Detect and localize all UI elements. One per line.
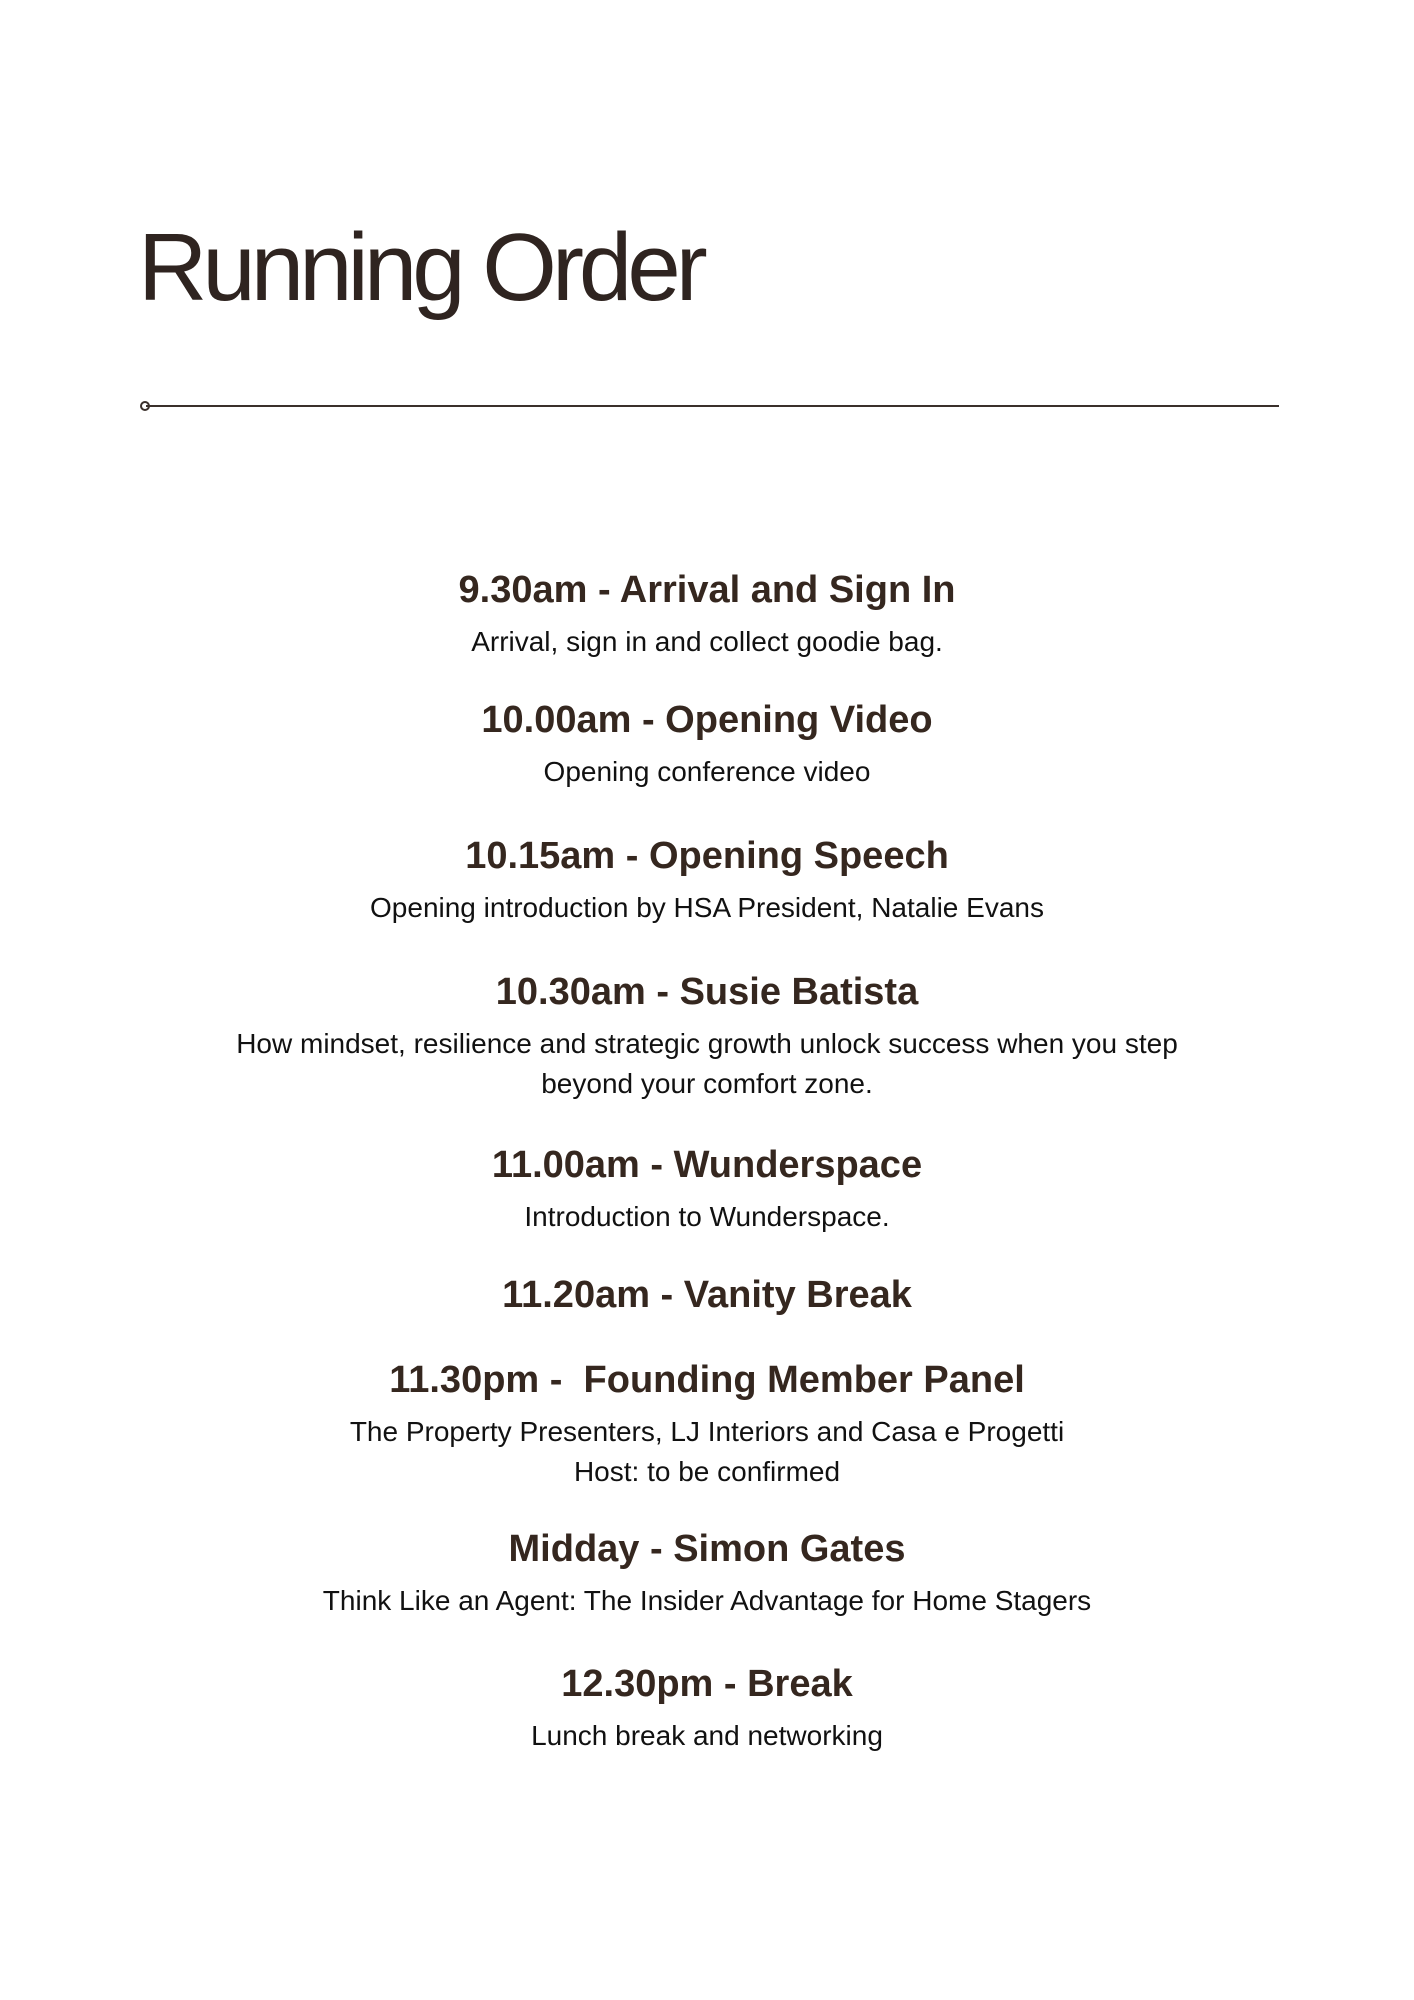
- agenda-time: Midday - Simon Gates: [508, 1528, 906, 1570]
- agenda-time: 11.30pm - Founding Member Panel: [389, 1359, 1025, 1401]
- agenda-item-arrival: [150, 568, 1264, 662]
- agenda-time: 9.30am - Arrival and Sign In: [458, 569, 956, 611]
- agenda-description: Lunch break and networking: [531, 1719, 883, 1751]
- agenda-description: Think Like an Agent: The Insider Advantage for Home Stagers: [322, 1584, 1092, 1616]
- agenda-description: Arrival, sign in and collect goodie bag.: [471, 625, 943, 657]
- agenda-description: [150, 1024, 1264, 1104]
- agenda-item-break: [150, 1662, 1264, 1756]
- agenda-item-opening-video: [150, 698, 1264, 792]
- agenda-description-line: beyond your comfort zone.: [541, 1067, 873, 1099]
- agenda-description: Opening conference video: [543, 755, 871, 787]
- agenda-time: 12.30pm - Break: [561, 1663, 853, 1705]
- agenda-time: 11.00am - Wunderspace: [491, 1144, 923, 1186]
- agenda-description-line: The Property Presenters, LJ Interiors and Casa e Progetti: [349, 1415, 1065, 1447]
- agenda-time: 11.20am - Vanity Break: [502, 1274, 912, 1316]
- page-title: Running Order: [138, 214, 703, 321]
- agenda-item-susie-batista: [150, 970, 1264, 1104]
- agenda-item-vanity-break: [150, 1273, 1264, 1319]
- agenda-time: 10.30am - Susie Batista: [495, 971, 919, 1013]
- agenda-description-line: How mindset, resilience and strategic growth unlock success when you step: [236, 1027, 1178, 1059]
- agenda-time: 10.15am - Opening Speech: [465, 835, 949, 877]
- agenda-description: Introduction to Wunderspace.: [524, 1200, 890, 1232]
- agenda-time: 10.00am - Opening Video: [481, 699, 933, 741]
- agenda-description-line: Host: to be confirmed: [573, 1455, 841, 1487]
- agenda-item-founding-member-panel: [150, 1358, 1264, 1492]
- agenda-item-simon-gates: [150, 1527, 1264, 1621]
- agenda-item-wunderspace: [150, 1143, 1264, 1237]
- agenda-description: Opening introduction by HSA President, Natalie Evans: [370, 891, 1044, 923]
- agenda-description: [150, 1412, 1264, 1492]
- agenda-item-opening-speech: [150, 834, 1264, 928]
